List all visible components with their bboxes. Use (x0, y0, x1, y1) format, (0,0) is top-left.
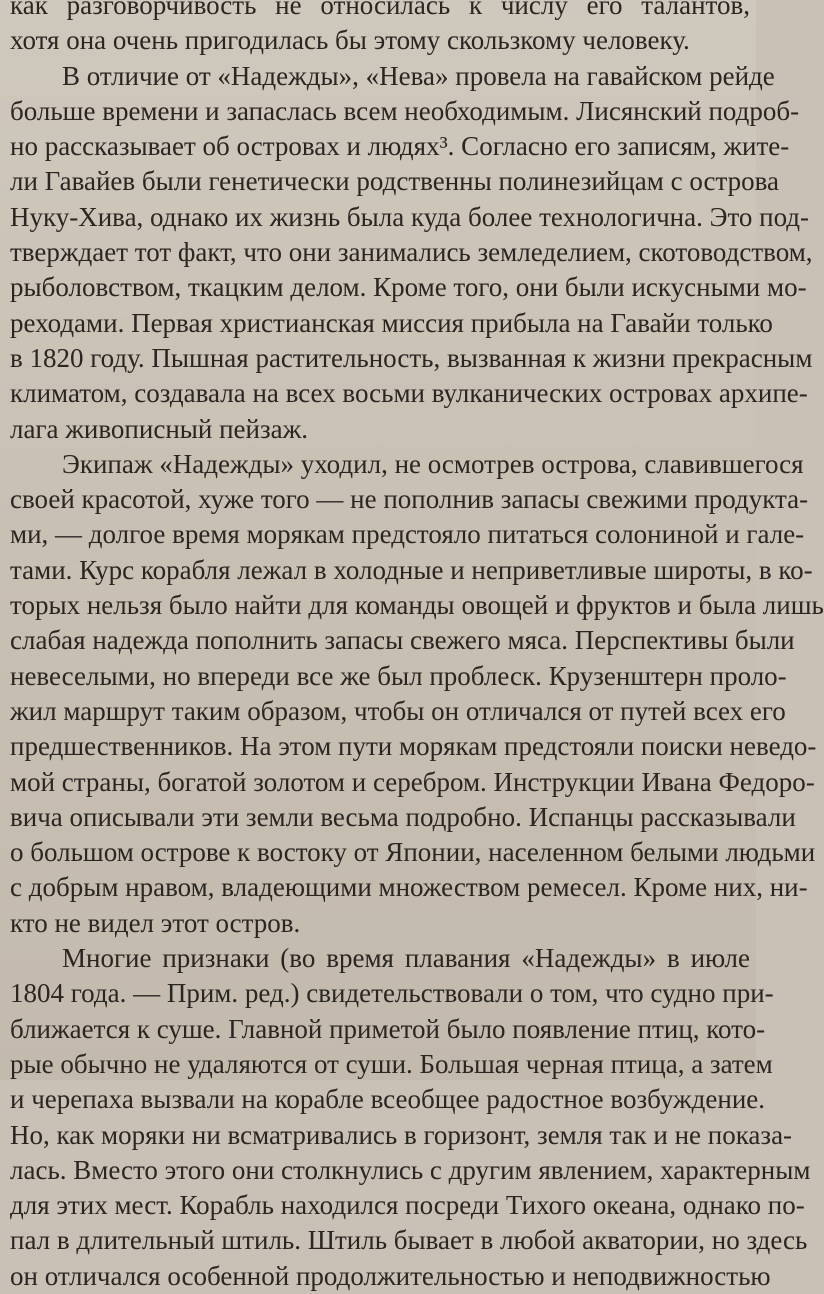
text-line: вича описывали эти земли весьма подробно. Испанцы рассказывали (10, 801, 796, 832)
body-text (10, 0, 824, 1294)
text-line: больше времени и запаслась всем необходимым. Лисянский подроб- (10, 95, 800, 126)
text-line: и черепаха вызвали на корабле всеобщее радостное возбуждение. (10, 1084, 765, 1115)
text-line: хотя она очень пригодилась бы этому скользкому человеку. (10, 25, 690, 56)
text-line: ли Гавайев были генетически родственны полинезийцам с острова (10, 166, 779, 197)
text-line: мой страны, богатой золотом и серебром. Инструкции Ивана Федоро- (10, 766, 815, 797)
text-line: ближается к суше. Главной приметой было появление птиц, кото- (10, 1013, 766, 1044)
text-line: климатом, создавала на всех восьми вулканических островах архипе- (10, 378, 808, 409)
text-line: своей красотой, хуже того — не пополнив запасы свежими продукта- (10, 484, 809, 515)
text-line: невеселыми, но впереди все же был проблеск. Крузенштерн проло- (10, 660, 787, 691)
text-line: лась. Вместо этого они столкнулись с другим явлением, характерным (10, 1154, 811, 1185)
text-line: лага живописный пейзаж. (10, 413, 309, 444)
text-line: Многие признаки (во время плавания «Надежды» в июле (62, 943, 750, 974)
text-line: Нуку-Хива, однако их жизнь была куда более технологична. Это под- (10, 201, 810, 232)
text-line: Экипаж «Надежды» уходил, не осмотрев острова, славившегося (62, 448, 804, 479)
text-line: кто не видел этот остров. (10, 907, 301, 938)
text-line: рые обычно не удаляются от суши. Большая черная птица, а затем (10, 1048, 773, 1079)
text-line: рыболовством, ткацким делом. Кроме того, они были искусными мо- (10, 272, 807, 303)
text-line: предшественников. На этом пути морякам предстояли поиски неведо- (10, 731, 817, 762)
text-line: реходами. Первая христианская миссия прибыла на Гавайи только (10, 307, 773, 338)
text-line: 1804 года. — Прим. ред.) свидетельствовали о том, что судно при- (10, 978, 774, 1009)
text-line: он отличался особенной продолжительностью и неподвижностью (10, 1260, 771, 1291)
text-line: для этих мест. Корабль находился посреди Тихого океана, однако по- (10, 1190, 805, 1221)
text-line: В отличие от «Надежды», «Нева» провела на гавайском рейде (62, 60, 775, 91)
text-line: жил маршрут таким образом, чтобы он отличался от путей всех его (10, 695, 786, 726)
text-line: торых нельзя было найти для команды овощей и фруктов и была лишь (10, 590, 824, 621)
text-line: Но, как моряки ни всматривались в горизонт, земля так и не показа- (10, 1119, 793, 1150)
text-line: слабая надежда пополнить запасы свежего мяса. Перспективы были (10, 625, 795, 656)
text-line: как разговорчивость не относилась к числу его талантов, (10, 0, 750, 20)
text-line: но рассказывает об островах и людях³. Согласно его записям, жите- (10, 131, 790, 162)
text-line: о большом острове к востоку от Японии, населенном белыми людьми (10, 837, 816, 868)
text-line: ми, — долгое время морякам предстояло питаться солониной и гале- (10, 519, 805, 550)
text-line: пал в длительный штиль. Штиль бывает в любой акватории, но здесь (10, 1225, 808, 1256)
text-line: в 1820 году. Пышная растительность, вызванная к жизни прекрасным (10, 342, 813, 373)
text-line: тверждает тот факт, что они занимались земледелием, скотоводством, (10, 237, 813, 268)
text-line: тами. Курс корабля лежал в холодные и неприветливые широты, в ко- (10, 554, 813, 585)
text-line: с добрым нравом, владеющими множеством ремесел. Кроме них, ни- (10, 872, 808, 903)
